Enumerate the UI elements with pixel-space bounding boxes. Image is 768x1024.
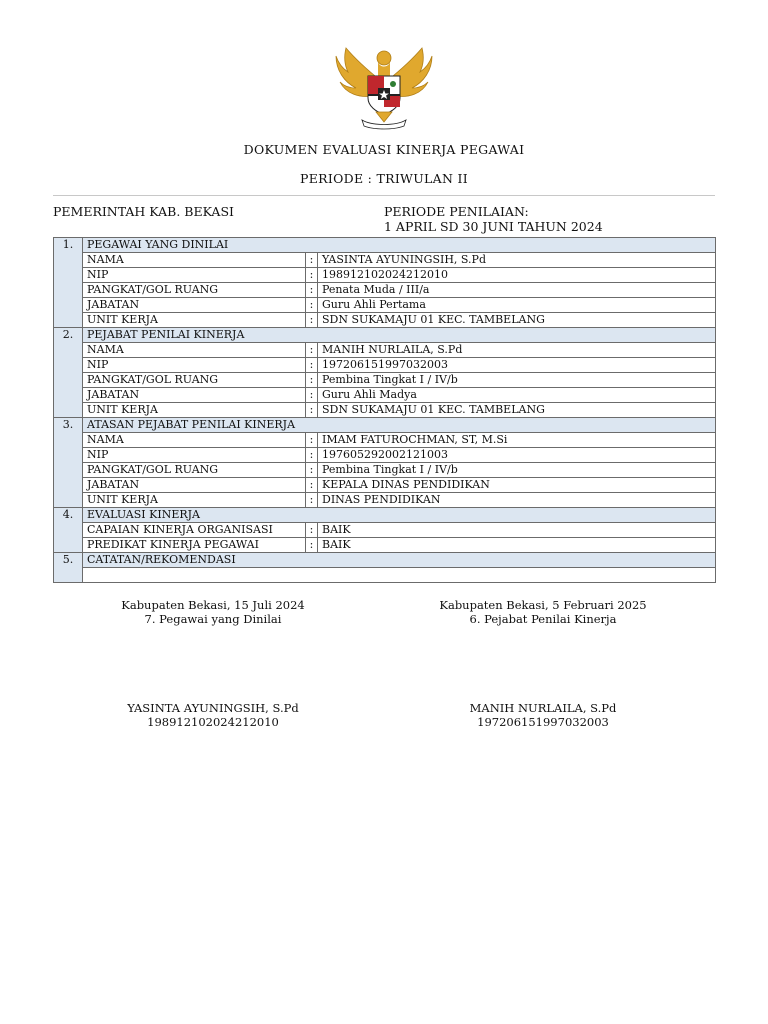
field-value: 197605292002121003	[318, 448, 716, 463]
table-row	[54, 253, 716, 268]
section-header-row	[54, 328, 716, 343]
table-row	[54, 388, 716, 403]
field-value: SDN SUKAMAJU 01 KEC. TAMBELANG	[318, 313, 716, 328]
right-place-date: Kabupaten Bekasi, 5 Februari 2025	[439, 598, 647, 612]
table-row	[54, 463, 716, 478]
section-number: 5.	[54, 553, 83, 583]
section-title: CATATAN/REKOMENDASI	[83, 553, 716, 568]
table-row	[54, 358, 716, 373]
table-row	[54, 298, 716, 313]
field-label: NIP	[83, 358, 306, 373]
section-title: ATASAN PEJABAT PENILAI KINERJA	[83, 418, 716, 433]
table-row	[54, 538, 716, 553]
field-value: DINAS PENDIDIKAN	[318, 493, 716, 508]
field-value: BAIK	[318, 538, 716, 553]
table-row	[54, 373, 716, 388]
right-signer-nip: 197206151997032003	[477, 715, 609, 729]
period-title: PERIODE : TRIWULAN II	[300, 171, 468, 186]
field-colon: :	[306, 433, 318, 448]
field-label: NAMA	[83, 253, 306, 268]
field-value: 197206151997032003	[318, 358, 716, 373]
section-header-row	[54, 238, 716, 253]
table-row	[54, 448, 716, 463]
field-label: PANGKAT/GOL RUANG	[83, 373, 306, 388]
field-value: 198912102024212010	[318, 268, 716, 283]
field-label: JABATAN	[83, 478, 306, 493]
assessment-period-block	[384, 204, 603, 234]
field-colon: :	[306, 478, 318, 493]
field-colon: :	[306, 448, 318, 463]
right-signer-name: MANIH NURLAILA, S.Pd	[469, 701, 617, 715]
field-label: CAPAIAN KINERJA ORGANISASI	[83, 523, 306, 538]
field-colon: :	[306, 493, 318, 508]
field-colon: :	[306, 358, 318, 373]
field-colon: :	[306, 298, 318, 313]
table-row	[54, 343, 716, 358]
field-colon: :	[306, 538, 318, 553]
section-header-row	[54, 418, 716, 433]
evaluation-table	[53, 237, 716, 583]
field-value: BAIK	[318, 523, 716, 538]
garuda-emblem-icon	[332, 42, 436, 132]
document-title: DOKUMEN EVALUASI KINERJA PEGAWAI	[243, 142, 525, 157]
field-label: PANGKAT/GOL RUANG	[83, 283, 306, 298]
field-colon: :	[306, 283, 318, 298]
left-role: 7. Pegawai yang Dinilai	[144, 612, 282, 626]
divider	[53, 195, 715, 196]
section-number: 2.	[54, 328, 83, 418]
table-row	[54, 493, 716, 508]
right-role: 6. Pejabat Penilai Kinerja	[469, 612, 617, 626]
table-row	[54, 478, 716, 493]
field-value: Guru Ahli Madya	[318, 388, 716, 403]
field-colon: :	[306, 388, 318, 403]
field-value: IMAM FATUROCHMAN, ST, M.Si	[318, 433, 716, 448]
table-row	[54, 523, 716, 538]
field-colon: :	[306, 373, 318, 388]
table-row	[54, 403, 716, 418]
field-value: SDN SUKAMAJU 01 KEC. TAMBELANG	[318, 403, 716, 418]
field-label: UNIT KERJA	[83, 493, 306, 508]
section-title: EVALUASI KINERJA	[83, 508, 716, 523]
field-colon: :	[306, 313, 318, 328]
field-value: KEPALA DINAS PENDIDIKAN	[318, 478, 716, 493]
field-value: MANIH NURLAILA, S.Pd	[318, 343, 716, 358]
section-header-row	[54, 508, 716, 523]
field-label: NIP	[83, 268, 306, 283]
table-row	[54, 283, 716, 298]
signature-left-name-block	[63, 701, 363, 729]
section-number: 3.	[54, 418, 83, 508]
field-value: Pembina Tingkat I / IV/b	[318, 373, 716, 388]
field-colon: :	[306, 523, 318, 538]
field-value: Pembina Tingkat I / IV/b	[318, 463, 716, 478]
field-label: JABATAN	[83, 298, 306, 313]
table-row	[54, 433, 716, 448]
field-label: NAMA	[83, 433, 306, 448]
assessment-period-label: PERIODE PENILAIAN:	[384, 204, 529, 219]
empty-notes-row	[54, 568, 716, 583]
field-label: PREDIKAT KINERJA PEGAWAI	[83, 538, 306, 553]
field-colon: :	[306, 253, 318, 268]
field-value: YASINTA AYUNINGSIH, S.Pd	[318, 253, 716, 268]
section-header-row	[54, 553, 716, 568]
field-colon: :	[306, 463, 318, 478]
signature-left	[63, 598, 363, 626]
assessment-period-range: 1 APRIL SD 30 JUNI TAHUN 2024	[384, 219, 603, 234]
field-label: NIP	[83, 448, 306, 463]
field-label: PANGKAT/GOL RUANG	[83, 463, 306, 478]
field-value: Guru Ahli Pertama	[318, 298, 716, 313]
left-signer-nip: 198912102024212010	[147, 715, 279, 729]
signature-right-name-block	[393, 701, 693, 729]
section-number: 4.	[54, 508, 83, 553]
field-colon: :	[306, 268, 318, 283]
field-label: UNIT KERJA	[83, 403, 306, 418]
left-signer-name: YASINTA AYUNINGSIH, S.Pd	[127, 701, 299, 715]
notes-cell	[83, 568, 716, 583]
government-label: PEMERINTAH KAB. BEKASI	[53, 204, 234, 219]
field-label: UNIT KERJA	[83, 313, 306, 328]
field-colon: :	[306, 403, 318, 418]
left-place-date: Kabupaten Bekasi, 15 Juli 2024	[121, 598, 305, 612]
table-row	[54, 268, 716, 283]
field-label: JABATAN	[83, 388, 306, 403]
signature-right	[393, 598, 693, 626]
table-row	[54, 313, 716, 328]
section-title: PEGAWAI YANG DINILAI	[83, 238, 716, 253]
section-number: 1.	[54, 238, 83, 328]
field-colon: :	[306, 343, 318, 358]
field-value: Penata Muda / III/a	[318, 283, 716, 298]
field-label: NAMA	[83, 343, 306, 358]
section-title: PEJABAT PENILAI KINERJA	[83, 328, 716, 343]
